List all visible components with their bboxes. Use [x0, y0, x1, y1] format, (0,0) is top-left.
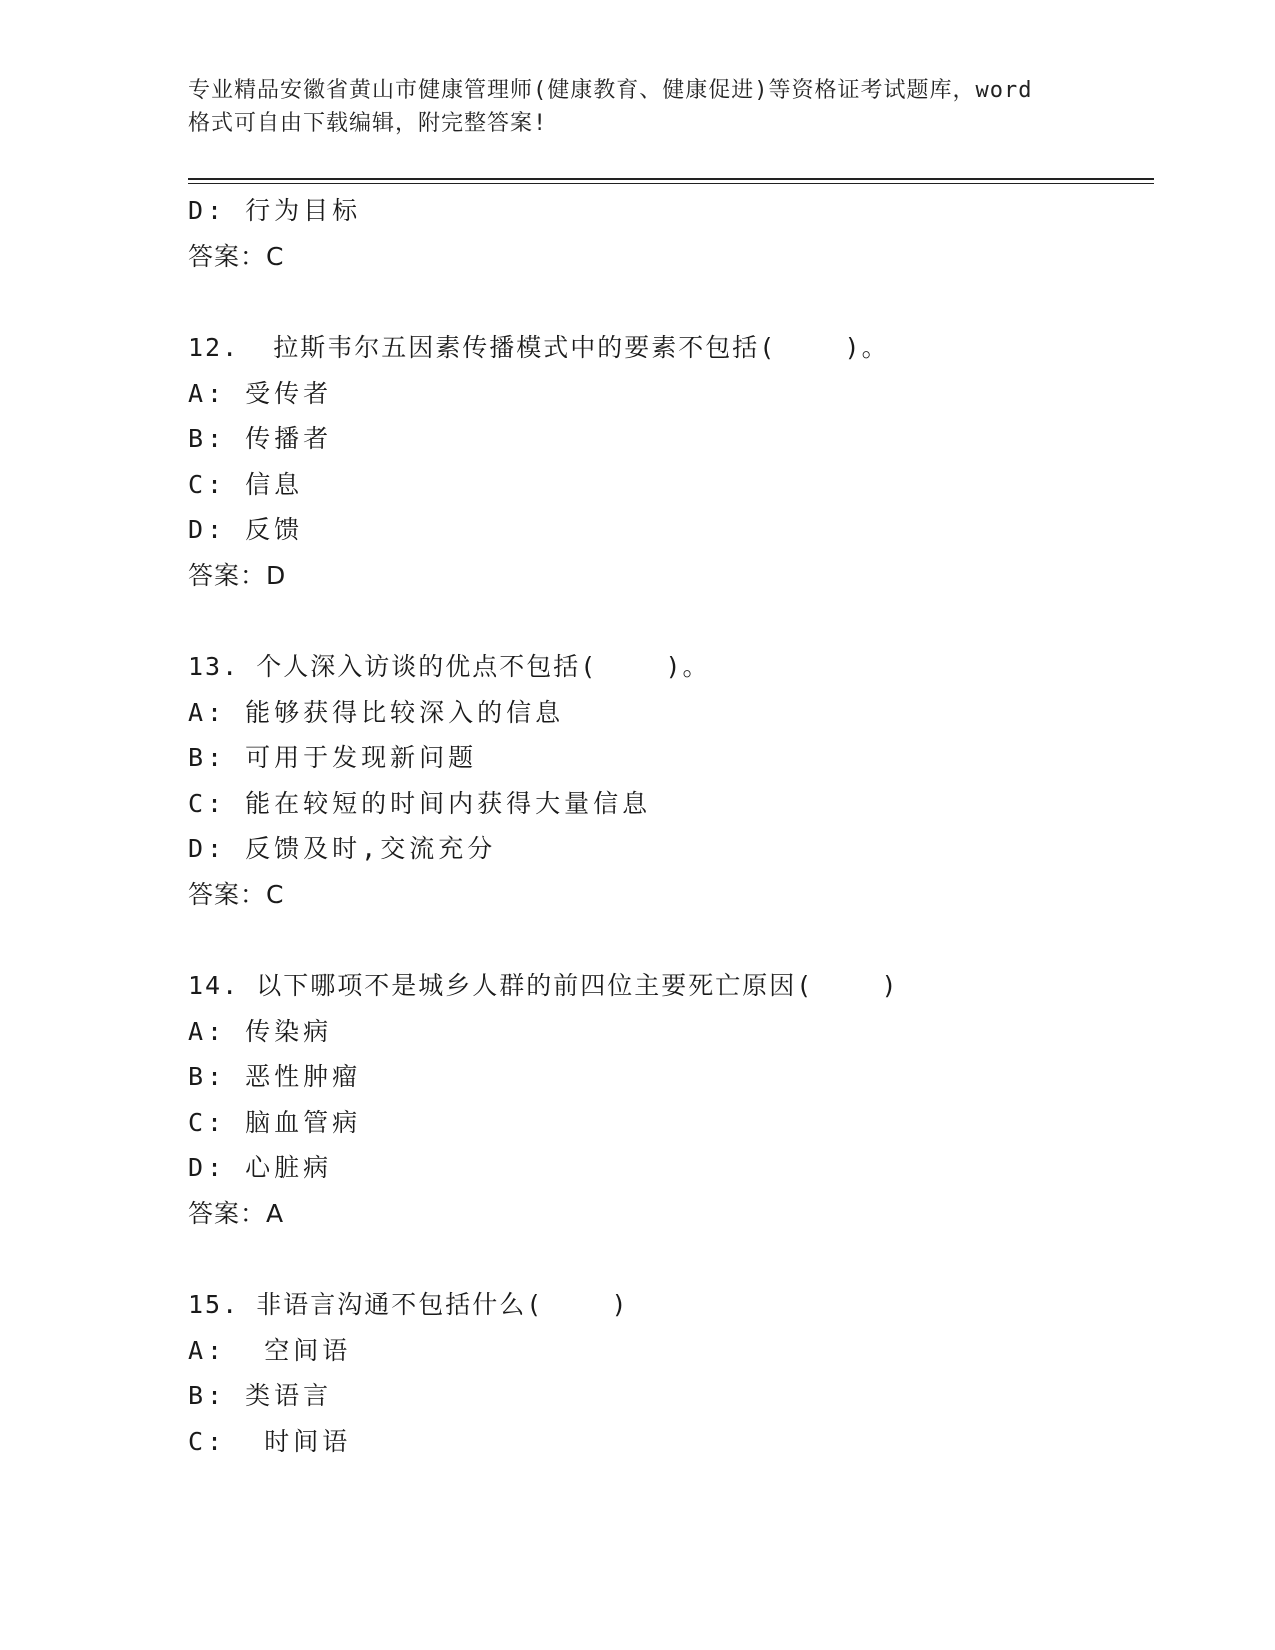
q13-answer: 答案：C	[188, 879, 285, 909]
q14-option-a: A: 传染病	[188, 1016, 333, 1046]
q11-answer: 答案：C	[188, 241, 285, 271]
spacer	[188, 917, 1148, 963]
q14-option-b: B: 恶性肿瘤	[188, 1062, 362, 1091]
q14-answer: 答案：A	[188, 1198, 285, 1228]
question-list	[188, 188, 1148, 1464]
header-line-2: 格式可自由下载编辑，附完整答案!	[188, 111, 548, 136]
q12-option-c: C: 信息	[188, 469, 304, 499]
header-divider-bottom	[188, 183, 1154, 184]
spacer	[188, 598, 1148, 644]
q13-option-b: B: 可用于发现新问题	[188, 743, 478, 772]
q15-option-c: C: 时间语	[188, 1426, 352, 1456]
q15-option-b: B: 类语言	[188, 1381, 333, 1410]
q12-stem: 12. 拉斯韦尔五因素传播模式中的要素不包括( )。	[188, 333, 889, 362]
document-header	[188, 74, 1088, 140]
header-line-1: 专业精品安徽省黄山市健康管理师(健康教育、健康促进)等资格证考试题库，word	[188, 78, 1033, 103]
q13-option-d: D: 反馈及时,交流充分	[188, 834, 497, 863]
q12-option-b: B: 传播者	[188, 424, 333, 453]
q13-option-c: C: 能在较短的时间内获得大量信息	[188, 788, 652, 818]
q12-option-a: A: 受传者	[188, 378, 333, 408]
q12-answer: 答案：D	[188, 560, 287, 590]
q14-stem: 14. 以下哪项不是城乡人群的前四位主要死亡原因( )	[188, 971, 899, 1000]
q11-option-d: D: 行为目标	[188, 196, 362, 225]
q13-stem: 13. 个人深入访谈的优点不包括( )。	[188, 652, 710, 681]
header-divider-top	[188, 178, 1154, 180]
q14-option-d: D: 心脏病	[188, 1153, 333, 1182]
q15-option-a: A: 空间语	[188, 1335, 352, 1365]
spacer	[188, 1236, 1148, 1282]
q13-option-a: A: 能够获得比较深入的信息	[188, 697, 565, 727]
q14-option-c: C: 脑血管病	[188, 1107, 362, 1137]
q12-option-d: D: 反馈	[188, 515, 304, 544]
spacer	[188, 279, 1148, 325]
q15-stem: 15. 非语言沟通不包括什么( )	[188, 1290, 629, 1319]
